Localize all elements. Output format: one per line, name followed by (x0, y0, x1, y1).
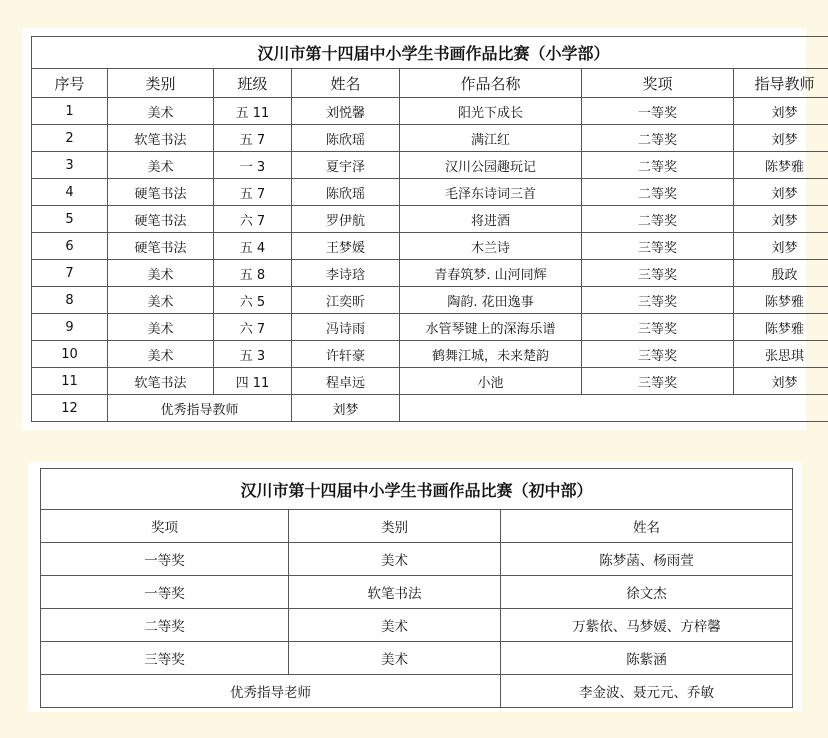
primary-school-card (22, 28, 815, 430)
table-cell: 六 7 (214, 206, 292, 233)
table-row (32, 206, 828, 233)
column-header: 姓名 (292, 69, 400, 98)
table-row (32, 341, 828, 368)
footer-row (41, 675, 793, 708)
table-cell: 三等奖 (582, 368, 734, 395)
table-row (41, 543, 793, 576)
teacher-award-label: 优秀指导教师 (108, 395, 292, 422)
column-header: 奖项 (582, 69, 734, 98)
table-row (41, 642, 793, 675)
table-cell: 二等奖 (582, 179, 734, 206)
table-cell: 五 4 (214, 233, 292, 260)
table-cell: 一等奖 (582, 98, 734, 125)
table-cell: 美术 (108, 341, 214, 368)
column-header: 姓名 (501, 510, 793, 543)
table-cell: 殷政 (734, 260, 828, 287)
table-row (32, 233, 828, 260)
table-cell: 将进酒 (400, 206, 582, 233)
junior-school-table (40, 468, 793, 708)
table-cell: 陈欣瑶 (292, 125, 400, 152)
table-cell: 二等奖 (582, 206, 734, 233)
table-cell: 刘梦 (734, 179, 828, 206)
column-header: 作品名称 (400, 69, 582, 98)
table-cell: 三等奖 (582, 341, 734, 368)
table-cell: 程卓远 (292, 368, 400, 395)
table-cell: 鹤舞江城，未来楚韵 (400, 341, 582, 368)
table-cell: 4 (32, 179, 108, 206)
table-cell: 10 (32, 341, 108, 368)
table-row (32, 314, 828, 341)
table-cell: 四 11 (214, 368, 292, 395)
table-cell: 王梦媛 (292, 233, 400, 260)
table-cell: 夏宇泽 (292, 152, 400, 179)
empty-cell (400, 395, 828, 422)
teacher-award-label: 优秀指导老师 (41, 675, 501, 708)
table-row (32, 125, 828, 152)
table-cell: 三等奖 (582, 260, 734, 287)
table-cell: 5 (32, 206, 108, 233)
table-cell: 硬笔书法 (108, 206, 214, 233)
table-cell: 毛泽东诗词三首 (400, 179, 582, 206)
table-cell: 六 7 (214, 314, 292, 341)
table-cell: 美术 (108, 98, 214, 125)
column-header: 类别 (108, 69, 214, 98)
junior-school-card (28, 462, 802, 712)
column-header: 序号 (32, 69, 108, 98)
table-cell: 硬笔书法 (108, 233, 214, 260)
table-cell: 陈梦雅 (734, 314, 828, 341)
table-cell: 三等奖 (582, 287, 734, 314)
table-title: 汉川市第十四届中小学生书画作品比赛（初中部） (41, 469, 793, 510)
column-header: 类别 (289, 510, 501, 543)
table-cell: 一等奖 (41, 543, 289, 576)
table-cell: 刘悦馨 (292, 98, 400, 125)
table-cell: 冯诗雨 (292, 314, 400, 341)
footer-row (32, 395, 828, 422)
table-cell: 7 (32, 260, 108, 287)
table-cell: 三等奖 (582, 314, 734, 341)
table-cell: 满江红 (400, 125, 582, 152)
table-cell: 五 7 (214, 125, 292, 152)
table-row (41, 576, 793, 609)
table-cell: 美术 (108, 287, 214, 314)
table-cell: 五 8 (214, 260, 292, 287)
column-header: 指导教师 (734, 69, 828, 98)
column-header: 班级 (214, 69, 292, 98)
table-row (41, 609, 793, 642)
primary-school-table (31, 36, 828, 422)
table-row (32, 368, 828, 395)
table-cell: 万紫依、马梦媛、方梓馨 (501, 609, 793, 642)
table-cell: 小池 (400, 368, 582, 395)
table-cell: 汉川公园趣玩记 (400, 152, 582, 179)
table-cell: 二等奖 (582, 125, 734, 152)
table-cell: 陈梦雅 (734, 287, 828, 314)
table-title: 汉川市第十四届中小学生书画作品比赛（小学部） (32, 37, 828, 69)
table-cell: 三等奖 (582, 233, 734, 260)
table-cell: 木兰诗 (400, 233, 582, 260)
table-cell: 许轩豪 (292, 341, 400, 368)
table-row (32, 287, 828, 314)
table-cell: 罗伊航 (292, 206, 400, 233)
teacher-award-name: 刘梦 (292, 395, 400, 422)
table-cell: 11 (32, 368, 108, 395)
table-row (32, 152, 828, 179)
table-cell: 一等奖 (41, 576, 289, 609)
table-cell: 陈欣瑶 (292, 179, 400, 206)
table-row (32, 260, 828, 287)
table-cell: 青春筑梦. 山河同辉 (400, 260, 582, 287)
table-cell: 二等奖 (582, 152, 734, 179)
table-cell: 阳光下成长 (400, 98, 582, 125)
table-cell: 一 3 (214, 152, 292, 179)
header-row (32, 69, 828, 98)
table-row (32, 179, 828, 206)
table-cell: 陈梦雅 (734, 152, 828, 179)
table-cell: 1 (32, 98, 108, 125)
table-cell: 9 (32, 314, 108, 341)
table-cell: 刘梦 (734, 233, 828, 260)
table-cell: 陈梦菡、杨雨萱 (501, 543, 793, 576)
table-cell: 陈紫涵 (501, 642, 793, 675)
table-cell: 刘梦 (734, 98, 828, 125)
table-cell: 软笔书法 (289, 576, 501, 609)
header-row (41, 510, 793, 543)
table-cell: 徐文杰 (501, 576, 793, 609)
table-cell: 软笔书法 (108, 125, 214, 152)
table-cell: 刘梦 (734, 125, 828, 152)
table-cell: 8 (32, 287, 108, 314)
table-cell: 五 7 (214, 179, 292, 206)
table-cell: 三等奖 (41, 642, 289, 675)
table-cell: 硬笔书法 (108, 179, 214, 206)
table-cell: 美术 (108, 260, 214, 287)
table-cell: 12 (32, 395, 108, 422)
table-cell: 陶韵. 花田逸事 (400, 287, 582, 314)
table-cell: 2 (32, 125, 108, 152)
table-cell: 美术 (289, 609, 501, 642)
table-cell: 软笔书法 (108, 368, 214, 395)
table-cell: 美术 (289, 642, 501, 675)
table-cell: 江奕昕 (292, 287, 400, 314)
table-cell: 李诗琀 (292, 260, 400, 287)
table-cell: 张思琪 (734, 341, 828, 368)
table-cell: 美术 (289, 543, 501, 576)
table-cell: 水管琴键上的深海乐谱 (400, 314, 582, 341)
table-row (32, 98, 828, 125)
table-cell: 6 (32, 233, 108, 260)
table-cell: 美术 (108, 152, 214, 179)
table-cell: 刘梦 (734, 368, 828, 395)
column-header: 奖项 (41, 510, 289, 543)
table-cell: 五 3 (214, 341, 292, 368)
table-cell: 六 5 (214, 287, 292, 314)
table-cell: 五 11 (214, 98, 292, 125)
teacher-award-names: 李金波、聂元元、乔敏 (501, 675, 793, 708)
table-cell: 二等奖 (41, 609, 289, 642)
table-cell: 美术 (108, 314, 214, 341)
table-cell: 刘梦 (734, 206, 828, 233)
table-cell: 3 (32, 152, 108, 179)
